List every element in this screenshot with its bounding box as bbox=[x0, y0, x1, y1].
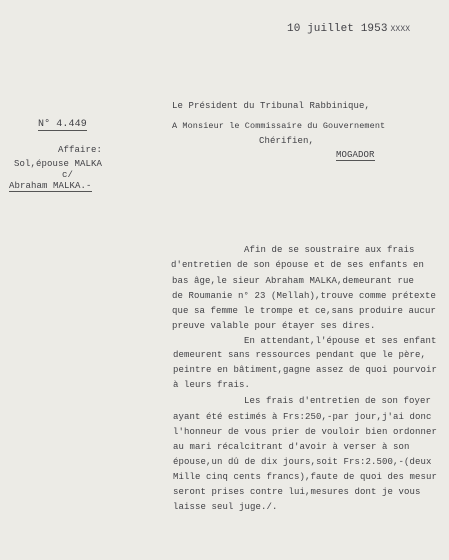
date-strikeover: XXXX bbox=[390, 25, 411, 34]
reference-number: N° 4.449 bbox=[38, 119, 87, 130]
body-line: demeurent sans ressources pendant que le père, bbox=[173, 350, 427, 360]
body-line: Les frais d'entretien de son foyer bbox=[244, 396, 432, 406]
body-line: bas âge,le sieur Abraham MALKA,demeurant rue bbox=[172, 276, 415, 286]
body-line: au mari récalcitrant d'avoir à verser à son bbox=[173, 442, 410, 452]
body-line: seront prises contre lui,mesures dont je vous bbox=[173, 487, 421, 497]
body-line: l'honneur de vous prier de vouloir bien ordonner bbox=[173, 427, 438, 437]
addressee-line: A Monsieur le Commissaire du Gouvernement bbox=[172, 121, 386, 131]
versus-label: c/ bbox=[62, 170, 74, 180]
party-defendant: Abraham MALKA.- bbox=[9, 181, 92, 191]
body-line: Mille cinq cents francs),faute de quoi des mesur bbox=[173, 472, 438, 482]
body-line: que sa femme le trompe et ce,sans produire aucur bbox=[172, 306, 437, 316]
body-line: d'entretien de son épouse et de ses enfants en bbox=[171, 260, 425, 270]
body-line: En attendant,l'épouse et ses enfant bbox=[244, 336, 437, 346]
addressee-city: MOGADOR bbox=[336, 150, 375, 160]
date-text: 10 juillet 1953 bbox=[287, 23, 388, 35]
body-line: ayant été estimés à Frs:250,-par jour,j'ai donc bbox=[173, 412, 432, 422]
affaire-label: Affaire: bbox=[58, 145, 103, 155]
body-line: Afin de se soustraire aux frais bbox=[244, 245, 415, 255]
body-line: preuve valable pour étayer ses dires. bbox=[172, 321, 376, 331]
party-plaintiff: Sol,épouse MALKA bbox=[14, 159, 103, 169]
addressee-line-2: Chérifien, bbox=[259, 136, 315, 146]
body-line: à leurs frais. bbox=[173, 380, 251, 390]
body-line: laisse seul juge./. bbox=[173, 502, 278, 512]
letter-date bbox=[287, 24, 410, 35]
sender-line: Le Président du Tribunal Rabbinique, bbox=[172, 101, 371, 111]
body-line: peintre en bâtiment,gagne assez de quoi pourvoir bbox=[173, 365, 438, 375]
body-line: de Roumanie n° 23 (Mellah),trouve comme prétexte bbox=[172, 291, 437, 301]
body-line: épouse,un dû de dix jours,soit Frs:2.500,-(deux bbox=[173, 457, 432, 467]
